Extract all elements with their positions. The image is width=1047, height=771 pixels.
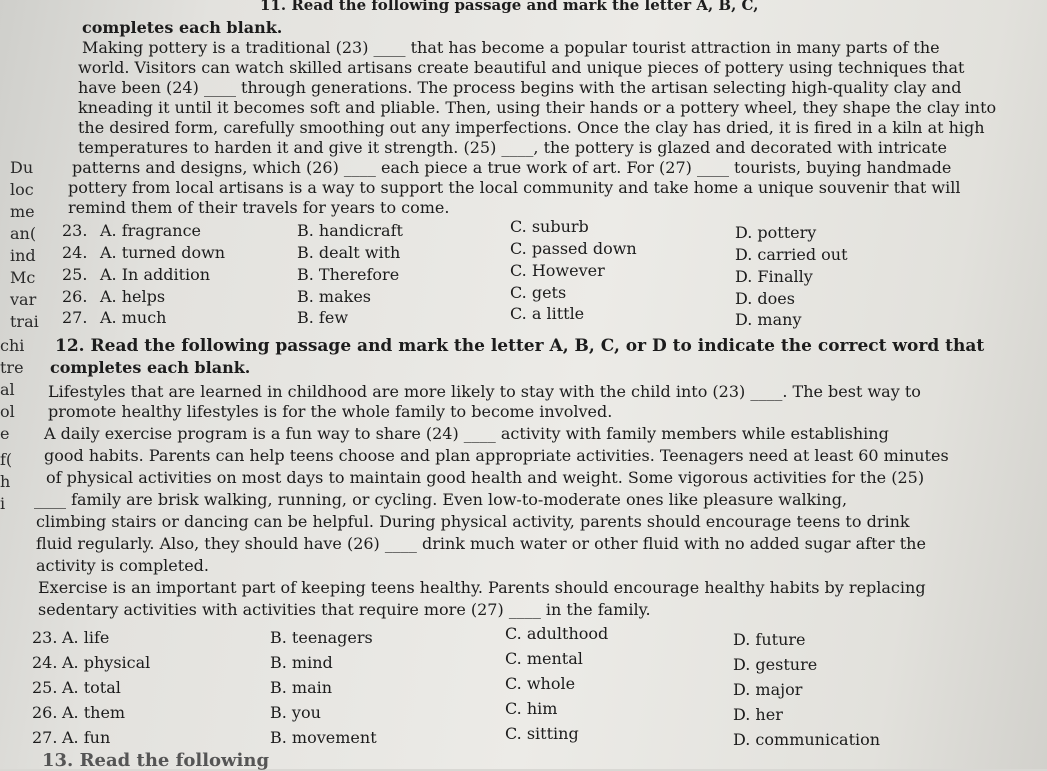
option-c: C. whole [505, 674, 576, 693]
section-12-passage-line: fluid regularly. Also, they should have (26) ____ drink much water or other fluid with no added sugar after the [36, 534, 926, 553]
margin-fragment: h [0, 472, 11, 491]
section-11-subheading: completes each blank. [82, 18, 283, 37]
margin-fragment: f( [0, 450, 13, 469]
option-c: C. passed down [510, 239, 637, 258]
section-12-passage-line: A daily exercise program is a fun way to share (24) ____ activity with family members while establishing [44, 424, 889, 443]
option-d: D. pottery [735, 223, 817, 242]
section-12-passage-line: climbing stairs or dancing can be helpful. During physical activity, parents should encourage teens to drink [36, 512, 910, 531]
margin-fragment: ind [10, 246, 36, 265]
option-b: B. mind [270, 653, 333, 672]
section-12-subheading: completes each blank. [50, 358, 251, 377]
option-a: A. fun [62, 728, 111, 747]
option-c: C. mental [505, 649, 583, 668]
section-11-passage-line: have been (24) ____ through generations. The process begins with the artisan selecting high-quality clay and [78, 78, 962, 97]
option-a: A. In addition [100, 265, 211, 284]
option-c: C. gets [510, 283, 567, 302]
section-12-passage-line: of physical activities on most days to maintain good health and weight. Some vigorous activities for the (25) [46, 468, 925, 487]
section-12-passage-line: promote healthy lifestyles is for the whole family to become involved. [48, 402, 613, 421]
margin-fragment: var [10, 290, 37, 309]
option-b: B. teenagers [270, 628, 373, 647]
option-d: D. gesture [733, 655, 818, 674]
option-number: 26. [32, 703, 58, 722]
option-number: 26. [62, 287, 88, 306]
section-11-passage-line: Making pottery is a traditional (23) ____ that has become a popular tourist attraction in many parts of the [82, 38, 940, 57]
section-11-passage-line: world. Visitors can watch skilled artisans create beautiful and unique pieces of pottery using techniques that [78, 58, 965, 77]
option-a: A. helps [100, 287, 166, 306]
margin-fragment: loc [10, 180, 34, 199]
option-b: B. Therefore [297, 265, 400, 284]
section-11-heading: 11. Read the following passage and mark the letter A, B, C, [260, 0, 759, 14]
option-d: D. communication [733, 730, 881, 749]
margin-fragment: tre [0, 358, 24, 377]
section-12-passage-line: ____ family are brisk walking, running, or cycling. Even low-to-moderate ones like pleasure walking, [34, 490, 848, 509]
section-13-heading: 13. Read the following [42, 750, 270, 771]
margin-fragment: chi [0, 336, 25, 355]
option-d: D. her [733, 705, 783, 724]
option-b: B. handicraft [297, 221, 403, 240]
margin-fragment: Mc [10, 268, 36, 287]
option-b: B. you [270, 703, 321, 722]
option-number: 25. [32, 678, 58, 697]
option-d: D. Finally [735, 267, 813, 286]
option-c: C. a little [510, 304, 585, 323]
margin-fragment: e [0, 424, 10, 443]
section-11-passage-line: remind them of their travels for years to come. [68, 198, 450, 217]
option-d: D. many [735, 310, 802, 329]
option-c: C. him [505, 699, 558, 718]
section-11-passage-line: kneading it until it becomes soft and pliable. Then, using their hands or a pottery wheel, they shape the clay into [78, 98, 997, 117]
margin-fragment: ol [0, 402, 15, 421]
section-12-passage-line: good habits. Parents can help teens choose and plan appropriate activities. Teenagers need at least 60 minutes [44, 446, 949, 465]
margin-fragment: al [0, 380, 15, 399]
margin-fragment: i [0, 494, 6, 513]
option-number: 27. [62, 308, 88, 327]
option-a: A. them [62, 703, 126, 722]
option-c: C. suburb [510, 217, 589, 236]
section-11-passage-line: temperatures to harden it and give it strength. (25) ____, the pottery is glazed and decorated with intricate [78, 138, 947, 157]
option-c: C. However [510, 261, 605, 280]
option-b: B. dealt with [297, 243, 401, 262]
section-12-passage-line: activity is completed. [36, 556, 209, 575]
option-b: B. few [297, 308, 349, 327]
margin-fragment: Du [10, 158, 34, 177]
section-12-passage-line: sedentary activities with activities that require more (27) ____ in the family. [38, 600, 651, 619]
option-number: 24. [62, 243, 88, 262]
margin-fragment: me [10, 202, 35, 221]
option-b: B. main [270, 678, 333, 697]
option-d: D. major [733, 680, 803, 699]
option-b: B. makes [297, 287, 372, 306]
option-b: B. movement [270, 728, 377, 747]
option-a: A. much [100, 308, 167, 327]
option-a: A. turned down [100, 243, 226, 262]
option-number: 27. [32, 728, 58, 747]
option-d: D. does [735, 289, 795, 308]
section-12-heading: 12. Read the following passage and mark the letter A, B, C, or D to indicate the correct word that [55, 336, 985, 356]
option-a: A. total [62, 678, 121, 697]
section-11-passage-line: patterns and designs, which (26) ____ each piece a true work of art. For (27) ____ tourists, buying handmade [72, 158, 952, 177]
margin-fragment: trai [10, 312, 39, 331]
option-d: D. future [733, 630, 806, 649]
option-d: D. carried out [735, 245, 848, 264]
section-11-passage-line: the desired form, carefully smoothing out any imperfections. Once the clay has dried, it is fired in a kiln at high [78, 118, 985, 137]
margin-fragment: an( [10, 224, 37, 243]
option-a: A. life [62, 628, 110, 647]
option-number: 23. [62, 221, 88, 240]
option-c: C. adulthood [505, 624, 609, 643]
section-12-passage-line: Exercise is an important part of keeping teens healthy. Parents should encourage healthy habits by replacing [38, 578, 926, 597]
option-number: 25. [62, 265, 88, 284]
section-11-passage-line: pottery from local artisans is a way to support the local community and take home a unique souvenir that will [68, 178, 961, 197]
option-number: 23. [32, 628, 58, 647]
option-a: A. physical [62, 653, 151, 672]
option-a: A. fragrance [100, 221, 201, 240]
option-number: 24. [32, 653, 58, 672]
section-12-passage-line: Lifestyles that are learned in childhood are more likely to stay with the child into (23) ____. The best way to [48, 382, 921, 401]
option-c: C. sitting [505, 724, 579, 743]
